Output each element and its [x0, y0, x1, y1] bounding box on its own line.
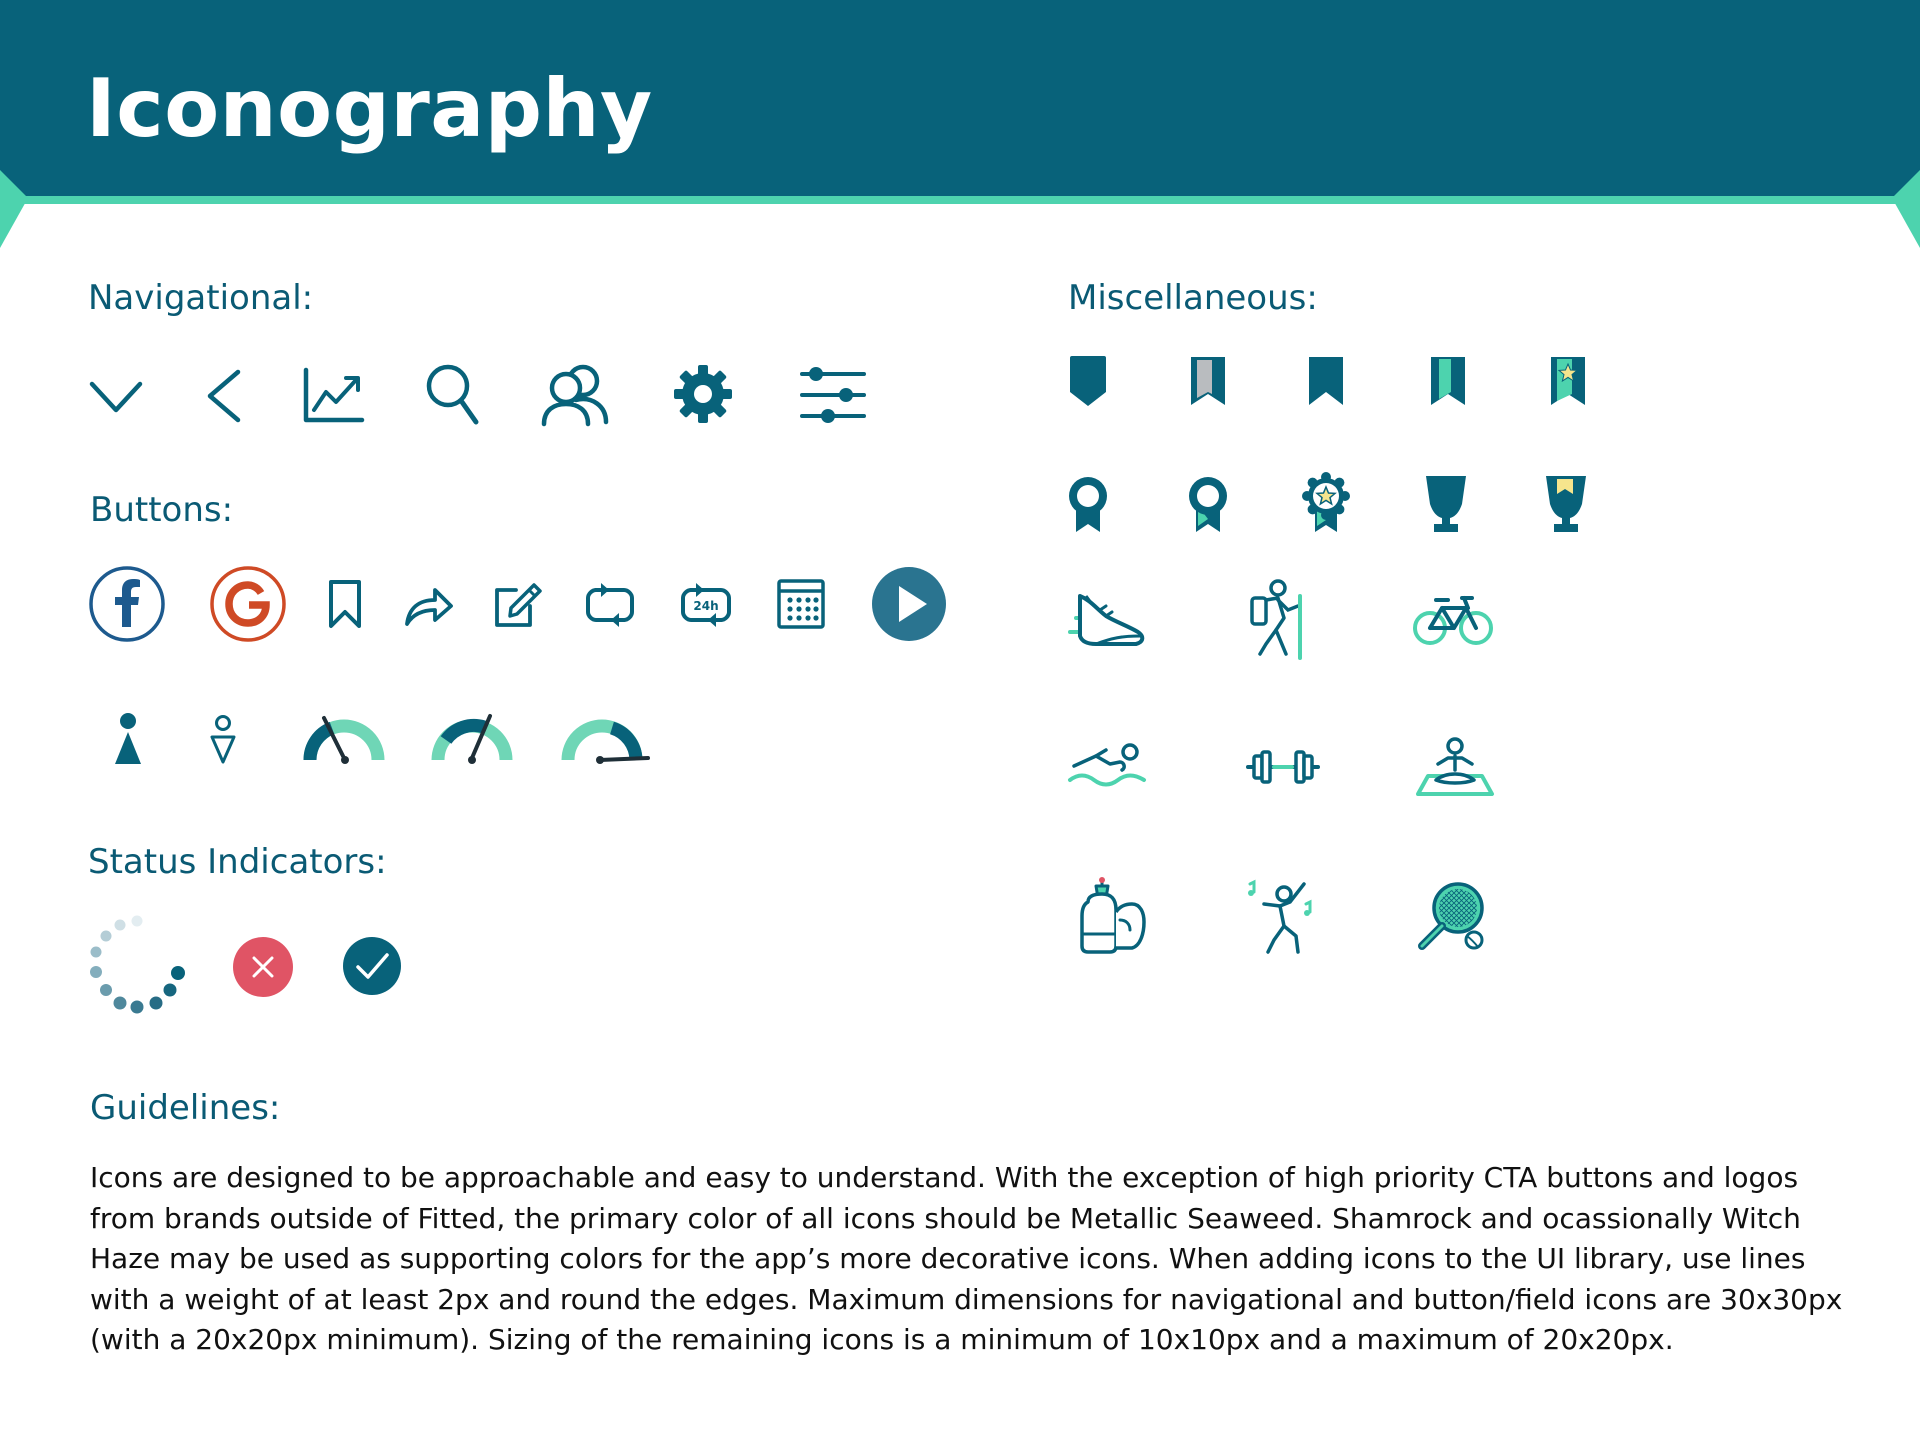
gauge-high-icon — [560, 712, 654, 764]
ribbon-solid-icon — [1068, 354, 1108, 408]
trophy-yellow-icon — [1544, 474, 1588, 534]
bicycle-icon — [1412, 592, 1494, 648]
ribbon-star-icon — [1548, 354, 1588, 408]
share-icon — [403, 580, 455, 630]
rosette-star-icon — [1300, 472, 1352, 534]
repeat-icon — [582, 580, 638, 630]
section-title-guidelines: Guidelines: — [90, 1088, 281, 1128]
medal-shamrock-icon — [1184, 474, 1232, 534]
loading-spinner-icon — [84, 912, 190, 1018]
section-title-status: Status Indicators: — [88, 842, 387, 882]
running-shoe-icon — [1066, 590, 1148, 650]
boxing-gloves-icon — [1074, 876, 1148, 956]
svg-text:24h: 24h — [693, 599, 719, 613]
google-icon — [209, 565, 287, 643]
bookmark-icon — [326, 578, 364, 630]
calendar-icon — [776, 578, 826, 630]
chevron-left-icon — [200, 366, 250, 426]
24h-repeat-icon — [677, 580, 735, 630]
success-icon — [342, 936, 402, 996]
ribbon-bookmark-icon — [1306, 354, 1346, 408]
trophy-icon — [1424, 474, 1468, 534]
header-corner-left — [0, 170, 30, 250]
trending-chart-icon — [302, 366, 366, 424]
header-accent-line — [0, 196, 1920, 204]
swimmer-icon — [1066, 740, 1148, 792]
section-title-buttons: Buttons: — [90, 490, 234, 530]
guidelines-text: Icons are designed to be approachable and easy to understand. With the exception of high priority CTA buttons and logos from brands outside of Fitted, the primary color of all icons should be Metallic Seaweed. Shamrock and ocassionally Witch Haze may be used as supporting colors for the app’s more decorative icons. When adding icons to the UI library, use lines with a weight of at least 2px and round the edges. Maximum dimensions for navigational and button/field icons are 30x30px (with a 20x20px minimum). Sizing of the remaining icons is a minimum of 10x10px and a maximum of 20x20px. — [90, 1161, 1843, 1356]
error-icon — [232, 936, 294, 998]
yoga-icon — [1414, 736, 1496, 800]
medal-icon — [1064, 474, 1112, 534]
chevron-down-icon — [88, 368, 144, 424]
female-outline-icon — [208, 714, 238, 766]
dumbbell-icon — [1244, 746, 1322, 788]
section-title-miscellaneous: Miscellaneous: — [1068, 278, 1318, 318]
hiker-icon — [1248, 578, 1316, 662]
search-icon — [424, 362, 482, 428]
facebook-icon — [88, 565, 166, 643]
sliders-icon — [798, 364, 868, 426]
gear-icon — [673, 364, 733, 424]
users-icon — [540, 362, 610, 428]
page-title: Iconography — [86, 62, 653, 155]
gauge-low-icon — [302, 712, 386, 764]
tennis-icon — [1414, 878, 1490, 954]
ribbon-shamrock-icon — [1428, 354, 1468, 408]
play-icon — [871, 566, 947, 642]
dancer-icon — [1244, 874, 1320, 958]
female-icon — [112, 712, 144, 768]
header-corner-right — [1890, 170, 1920, 250]
edit-icon — [492, 580, 544, 630]
ribbon-gray-icon — [1188, 354, 1228, 408]
gauge-mid-icon — [430, 712, 514, 764]
section-title-navigational: Navigational: — [88, 278, 314, 318]
